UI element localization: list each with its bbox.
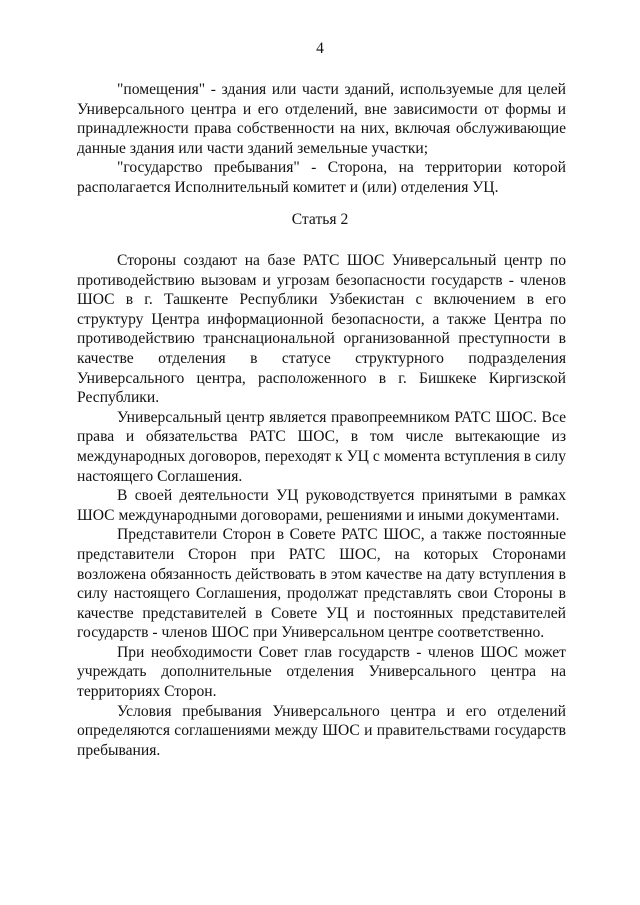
definitions-block [77, 80, 566, 198]
article-paragraph: Условия пребывания Универсального центра и его отделений определяются соглашениями между ШОС и правительствами государств пребывания. [77, 702, 566, 759]
article-paragraph: Универсальный центр является правопреемником РАТС ШОС. Все права и обязательства РАТС ШОС, в том числе вытекающие из международных договоров, переходят к УЦ с момента вступления в силу настоящего Соглашения. [77, 408, 566, 485]
article-paragraph: Стороны создают на базе РАТС ШОС Универсальный центр по противодействию вызовам и угрозам безопасности государств - членов ШОС в г. Ташкенте Республики Узбекистан с включением в его структуру Центра информационной безопасности, а также Центра по противодействию транснациональной организованной преступности в качестве отделения в статусе структурного подразделения Универсального центра, расположенного в г. Бишкеке Киргизской Республики. [77, 252, 566, 407]
page-number: 4 [316, 40, 324, 57]
definition-premises: "помещения" - здания или части зданий, используемые для целей Универсального центра и его отделений, вне зависимости от формы и принадлежности права собственности на них, включая обслуживающие данные здания или части зданий земельные участки; [77, 81, 566, 157]
article-paragraph: При необходимости Совет глав государств - членов ШОС может учреждать дополнительные отделения Универсального центра на территориях Сторон. [77, 643, 566, 701]
definition-host-state: "государство пребывания" - Сторона, на территории которой располагается Исполнительный комитет и (или) отделения УЦ. [77, 159, 566, 196]
article-body [77, 251, 566, 760]
article-paragraph: Представители Сторон в Совете РАТС ШОС, а также постоянные представители Сторон при РАТС ШОС, на которых Сторонами возложена обязанность действовать в этом качестве на дату вступления в силу настоящего Соглашения, продолжат представлять свои Стороны в качестве представителей в Совете УЦ и постоянных представителей государств - членов ШОС при Универсальном центре соответственно. [77, 526, 566, 642]
article-heading: Статья 2 [291, 211, 349, 228]
article-paragraph: В своей деятельности УЦ руководствуется принятыми в рамках ШОС международными договорами, решениями и иными документами. [77, 487, 566, 524]
